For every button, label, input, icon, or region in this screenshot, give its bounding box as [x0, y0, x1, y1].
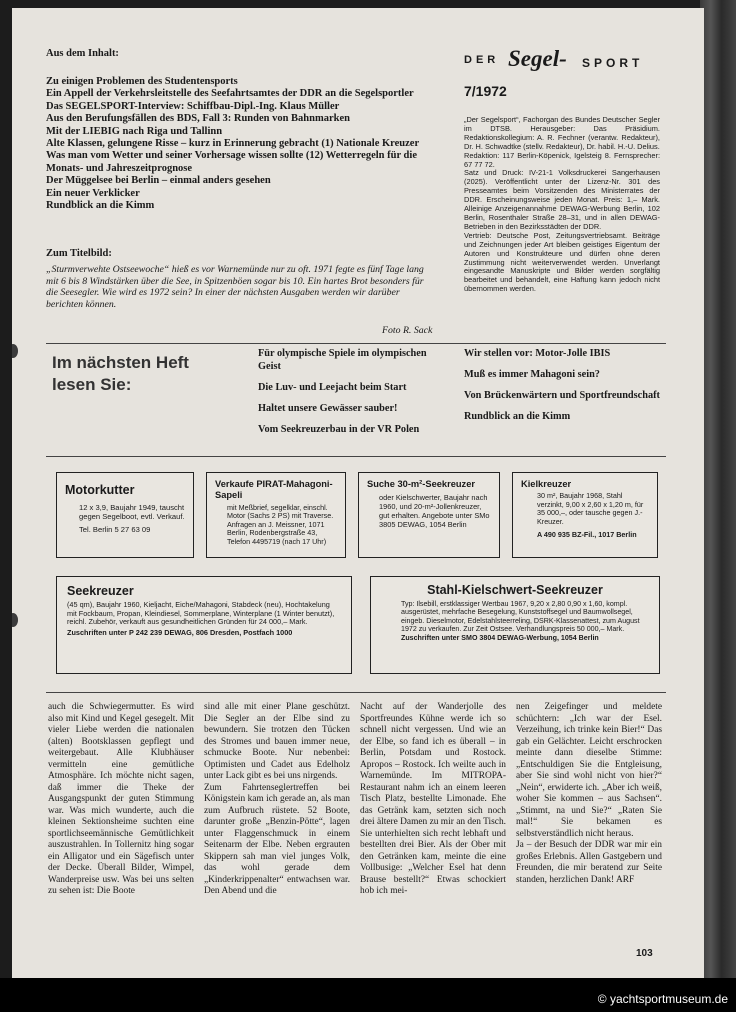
- binding-hole: [12, 613, 18, 627]
- toc-item: Rundblick an die Kimm: [46, 200, 155, 212]
- next-issue-item: Haltet unsere Gewässer sauber!: [258, 402, 398, 414]
- next-issue-item: Rundblick an die Kimm: [464, 411, 571, 423]
- imprint-paragraph: Satz und Druck: IV-21-1 Volksdruckerei Sangerhausen (2025). Veröffentlicht unter der Lizenz-Nr. 301 des Presseamtes beim Vorsitzenden des Ministerrates der DDR. Erscheinungsweise jeden Monat. Preis: 1,– Mark. Alleinige Anzeigenannahme DEWAG-Werbung Berlin, 102 Berlin, Rosenthaler Straße 28–31, und in allen DEWAG-Betrieben in den Bezirksstädten der DDR.: [464, 168, 660, 231]
- ad-kielkreuzer: [512, 472, 658, 558]
- ad-title: Suche 30-m²-Seekreuzer: [367, 479, 475, 489]
- imprint: [464, 116, 660, 294]
- next-issue-title: Im nächsten Heft lesen Sie:: [52, 353, 189, 394]
- cover-heading: Zum Titelbild:: [46, 248, 112, 259]
- article-column: nen Zeigefinger und meldete schüchtern: „Ich war der Esel. Verzeihung, ich trinke kein Bier!“ Das gab ein Gelächter. Leicht erschrocken meinte dann dieselbe Stimme: „Entschuldigen Sie die Entgleisung, aber Sie sind wohl nicht von hier?“ „Nein“, erwiderte ich. „Aber ich weiß, woher Sie kommen – aus Sachsen“. „Stimmt, na und Sie?“ „Raten Sie mal!“ Sie bekamen es selbstverständlich nicht heraus. Ja – der Besuch der DDR war mir ein großes Erlebnis. Allen Gastgebern und Freunden, die mir beratend zur Seite standen, herzlichen Dank! ARF: [516, 702, 662, 885]
- ad-body: Typ: Ilsebill, erstklassiger Wertbau 1967, 9,20 x 2,80 0,90 x 1,60, kompl. ausgerüstet, mehrfache Besegelung, Kunststoffsegel und Baumwollsegel, eingeb. Dieselmotor, Edelstahlsteerreling, DSRK-Klassenattest, zum August 1972 zu verkaufen. Zur Zeit Ostsee. Verhandlungspreis 50 000,– Mark.: [401, 600, 640, 634]
- toc-item: Mit der LIEBIG nach Riga und Tallinn: [46, 125, 223, 137]
- toc-item: Der Müggelsee bei Berlin – einmal anders gesehen: [46, 175, 271, 187]
- masthead-der: DER: [464, 54, 500, 66]
- book-spine: [700, 0, 736, 1012]
- page-number: 103: [636, 948, 653, 959]
- ad-motorkutter: [56, 472, 194, 558]
- ad-body: oder Kielschwerter, Baujahr nach 1960, und 20-m²-Jollenkreuzer, gut erhalten. Angebote unter SMo 3805 DEWAG, 1054 Berlin: [379, 493, 490, 529]
- imprint-paragraph: Redaktion: 117 Berlin-Köpenick, Igelsteig 8. Fernsprecher: 67 77 72.: [464, 150, 660, 169]
- binding-hole: [12, 344, 18, 358]
- ad-reference: A 490 935 BZ-Fil., 1017 Berlin: [537, 530, 637, 540]
- ad-body: 30 m², Baujahr 1968, Stahl verzinkt, 9,00 x 2,60 x 1,20 m, für 35 000,–, oder tausche gegen J.-Kreuzer.: [537, 491, 644, 526]
- ad-title: Kielkreuzer: [521, 479, 572, 489]
- ad-pirat: [206, 472, 346, 558]
- cover-caption: „Sturmverwehte Ostseewoche“ hieß es vor Warnemünde nur zu oft. 1971 fegte es fünf Tage lang mit 6 bis 8 Windstärken über die See, in Spitzenböen sogar bis 10. Ein hartes Brot besonders für die Seesegler. Wie wird es 1972 sein? In einer der nächsten Ausgaben werden wir darüber berichten können.: [46, 264, 424, 310]
- photo-credit: Foto R. Sack: [382, 325, 433, 336]
- ad-title: Stahl-Kielschwert-Seekreuzer: [427, 583, 603, 597]
- ad-phone: Tel. Berlin 5 27 63 09: [79, 525, 151, 534]
- next-issue-col2: [464, 348, 664, 432]
- toc-item: Ein neuer Verklicker: [46, 187, 140, 199]
- next-issue-item: Von Brückenwärtern und Sportfreundschaft: [464, 390, 660, 402]
- article-column: Nacht auf der Wanderjolle des Sportfreundes Kühne werde ich so schnell nicht vergessen. Und wie an der Elbe, so fand ich es überall – in Berlin, Potsdam und Rostock. Apropos – Rostock. Ich weilte auch in Warnemünde. Im MITROPA-Restaurant nahm ich an einem leeren Tisch Platz, bestellte Limonade. Ehe das Getränk kam, setzten sich noch drei ältere Damen zu mir an den Tisch. Sie unterhielten sich recht lebhaft und bestellten drei Bier. Als der Ober mit den Getränken kam, meinte die eine Vollbusige: „Welcher Esel hat denn Brause bestellt?“ Etwas schockiert hob ich mei-: [360, 702, 506, 896]
- ad-seekreuzer: [56, 576, 352, 674]
- next-issue-item: Muß es immer Mahagoni sein?: [464, 369, 600, 381]
- next-issue-item: Die Luv- und Leejacht beim Start: [258, 381, 407, 393]
- ad-body: (45 qm), Baujahr 1960, Kieljacht, Eiche/Mahagoni, Stabdeck (neu), Hochtakelung mit Fockbaum, Propan, Kleindiesel, Sommerplane, Winterplane (1 Winter benutzt), reichl. Zubehör, verkauft aus gesundheitlichen Gründen für 24 000,– Mark.: [67, 600, 335, 626]
- toc-item: Was man vom Wetter und seiner Vorhersage wissen sollte (12) Wetterregeln für die Monats- und Jahreszeitprognose: [46, 150, 417, 174]
- issue-number: 7/1972: [464, 83, 507, 99]
- ad-title: Motorkutter: [65, 483, 135, 497]
- ad-contact: Zuschriften unter P 242 239 DEWAG, 806 Dresden, Postfach 1000: [67, 627, 293, 637]
- ad-body: 12 x 3,9, Baujahr 1949, tauscht gegen Segelboot, evtl. Verkauf.: [79, 503, 185, 521]
- ad-title: Seekreuzer: [67, 584, 134, 598]
- divider: [46, 692, 666, 693]
- ad-seekreuzer-30: [358, 472, 500, 558]
- toc-item: Zu einigen Problemen des Studentensports: [46, 76, 238, 87]
- article-column: auch die Schwiegermutter. Es wird also mit Kind und Kegel gesegelt. Mit vieler Liebe werden die nationalen (alten) Bootsklassen gepflegt und weitergebaut. Alle Klubhäuser vermitteln eine gemütliche Atmosphäre. Ich möchte nicht sagen, daß immer die Theke der Ausgangspunkt der guten Stimmung war. Was mich wunderte, auch die kleinen Sektionsheime suchten eine sportlichseemännische Gemütlichkeit auszustrahlen. In Tollernitz hing sogar ein Alligator und ein Sägefisch unter der Decke. Überall Bilder, Wimpel, Wanderpreise usw. Was bei uns selten zu sehen ist: Die Boote: [48, 702, 194, 896]
- divider: [46, 456, 666, 457]
- ad-contact: Zuschriften unter SMO 3804 DEWAG-Werbung, 1054 Berlin: [401, 633, 599, 642]
- toc-item: Alte Klassen, gelungene Risse – kurz in Erinnerung gebracht (1) Nationale Kreuzer: [46, 138, 420, 150]
- next-issue-col1: [258, 348, 448, 445]
- imprint-paragraph: Vertrieb: Deutsche Post, Zeitungsvertriebsamt. Beiträge und Zeichnungen jeder Art bleiben geistiges Eigentum der Autoren und Konstrukteure und dürfen ohne deren Zustimmung nicht weiterverwendet werden. Unverlangt eingesandte Manuskripte und Bilder werden sorgfältig bearbeitet und behandelt, eine Haftung kann jedoch nicht übernommen werden.: [464, 230, 660, 294]
- imprint-paragraph: „Der Segelsport“, Fachorgan des Bundes Deutscher Segler im DTSB. Herausgeber: Das Präsidium. Redaktionskollegium: A. R. Fechner (verantw. Redakteur), Dr. H. Schwadtke (stellv. Redakteur), Dr. habil. H.-U. Delius.: [464, 115, 660, 151]
- magazine-page: [12, 8, 704, 978]
- divider: [46, 343, 666, 344]
- ad-stahl-kielschwert: [370, 576, 660, 674]
- footer-strip: [0, 978, 736, 1012]
- toc-item: Aus den Berufungsfällen des BDS, Fall 3: Runden von Bahnmarken: [46, 113, 350, 125]
- next-issue-item: Wir stellen vor: Motor-Jolle IBIS: [464, 348, 611, 359]
- table-of-contents: [46, 76, 436, 212]
- ad-title: Verkaufe PIRAT-Mahagoni-Sapeli: [215, 479, 333, 500]
- next-issue-item: Vom Seekreuzerbau in der VR Polen: [258, 423, 420, 435]
- article-column: sind alle mit einer Plane geschützt. Die Segler an der Elbe sind zu bewundern. Sie trotzen den Tücken des Stromes und bauen immer neue, schmucke Boote. Nur nebenbei: Optimisten und Cadet aus Edelholz unter Lack gibt es bei uns nirgends. Zum Fahrtenseglertreffen bei Königstein kam ich gerade an, als man zum Aufbruch rüstete. 52 Boote, darunter große „Benzin-Pötte“, lagen unter Flaggenschmuck in einem Seitenarm der Elbe. Neben ergrauten Skippern sah man viel junges Volk, das wohl gerade dem „Kinderkrippenalter“ entwachsen war. Den Abend und die: [204, 702, 350, 896]
- toc-heading: Aus dem Inhalt:: [46, 48, 119, 59]
- masthead-segel: Segel-: [508, 46, 567, 71]
- toc-item: Ein Appell der Verkehrsleitstelle des Seefahrtsamtes der DDR an die Segelsportler: [46, 88, 414, 100]
- watermark: © yachtsportmuseum.de: [597, 992, 728, 1006]
- masthead-sport: SPORT: [582, 56, 644, 70]
- toc-item: Das SEGELSPORT-Interview: Schiffbau-Dipl.-Ing. Klaus Müller: [46, 100, 340, 112]
- ad-body: mit Meßbrief, segelklar, einschl. Motor (Sachs 2 PS) mit Traverse. Anfragen an J. Meissner, 1071 Berlin, Rodenbergstraße 43, Telefon 4495719 (nach 17 Uhr): [227, 503, 334, 546]
- next-issue-item: Für olympische Spiele im olympischen Geist: [258, 348, 427, 372]
